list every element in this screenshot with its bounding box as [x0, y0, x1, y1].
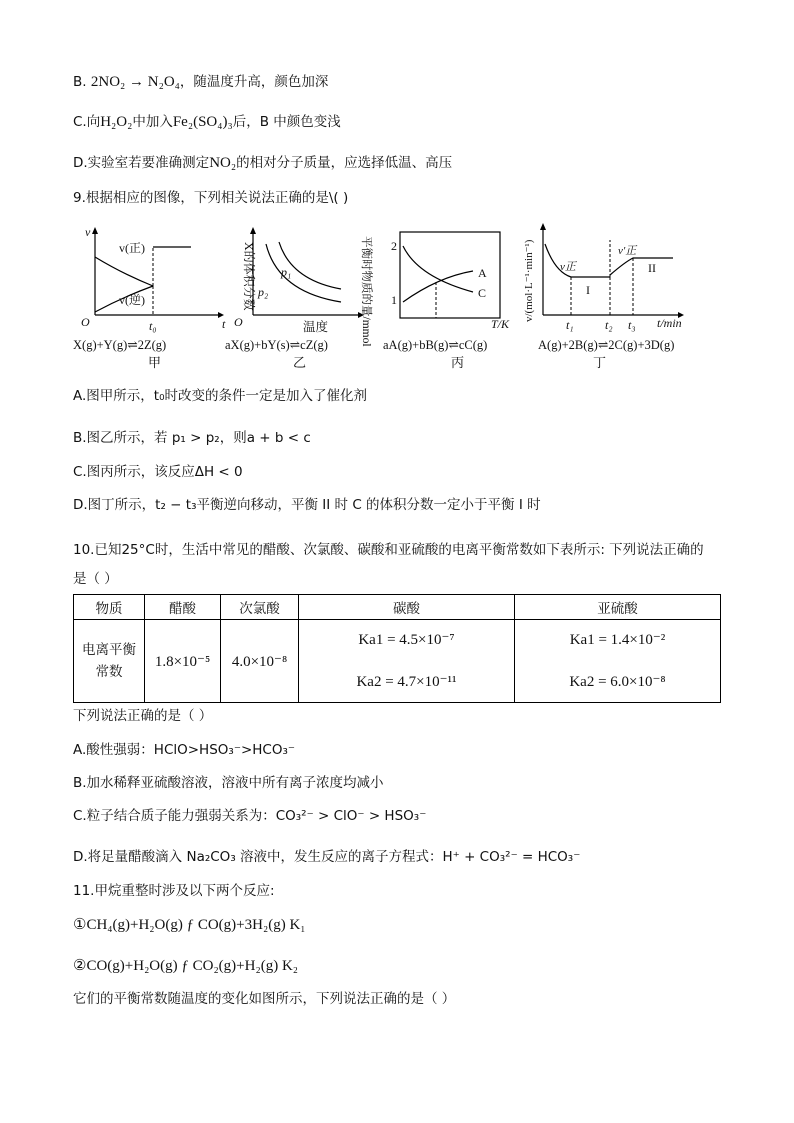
- table-row-label: 电离平衡 常数: [74, 620, 145, 703]
- q10-option-d: D.将足量醋酸滴入 Na₂CO₃ 溶液中，发生反应的离子方程式：H⁺ + CO₃²⁻ = HCO₃⁻: [73, 849, 581, 865]
- q8-option-d: D.实验室若要准确测定NO₂的相对分子质量，应选择低温、高压: [73, 155, 453, 171]
- jia-axis-v: v: [85, 225, 91, 239]
- bing-curve-a: A: [478, 266, 487, 280]
- table-header-row: [74, 595, 721, 620]
- ding-xlabel: t/min: [657, 316, 682, 330]
- q10-subprompt: 下列说法正确的是（ ）: [73, 708, 213, 724]
- ding-equation: A(g)+2B(g)⇌2C(g)+3D(g): [538, 338, 675, 352]
- ionization-constant-table: [73, 594, 721, 703]
- yi-p2: p₂: [258, 285, 269, 299]
- table-header: 次氯酸: [221, 595, 299, 620]
- q10-option-c: C.粒子结合质子能力强弱关系为：CO₃²⁻ > ClO⁻ > HSO₃⁻: [73, 808, 427, 824]
- ding-t2: t₂: [605, 318, 613, 332]
- yi-equation: aX(g)+bY(s)⇌cZ(g): [225, 338, 328, 352]
- jia-t0: t₀: [149, 319, 157, 333]
- jia-axis-t: t: [222, 317, 226, 331]
- ding-name: 丁: [593, 355, 607, 370]
- jia-v-forward: v(正): [119, 241, 145, 255]
- table-cell-sulfurous: Ka1 = 1.4×10⁻² Ka2 = 6.0×10⁻⁸: [515, 620, 721, 703]
- bing-tick-1: 1: [391, 293, 397, 307]
- yi-ylabel: X的体积分数: [242, 242, 256, 311]
- bing-ylabel: 平衡时物质的量/mmol: [360, 236, 372, 347]
- ding-label-ii: II: [648, 261, 656, 275]
- yi-origin: O: [234, 315, 243, 329]
- q9-graphs: [73, 222, 723, 377]
- q11-reaction-2: ②CO(g)+H₂O(g) ƒ CO₂(g)+H₂(g) K₂: [73, 958, 298, 974]
- q8-option-b: B. 2NO₂ → N₂O₄，随温度升高，颜色加深: [73, 74, 329, 90]
- ding-t3: t₃: [628, 318, 636, 332]
- q10-option-a: A.酸性强弱：HClO>HSO₃⁻>HCO₃⁻: [73, 742, 295, 758]
- q8-option-b-equation: 2NO₂ → N₂O₄: [90, 74, 180, 90]
- ding-ylabel: v/(mol·L⁻¹·min⁻¹): [523, 239, 535, 322]
- q9-option-d: D.图丁所示，t₂ − t₃平衡逆向移动，平衡 II 时 C 的体积分数一定小于平衡 I 时: [73, 497, 541, 513]
- bing-name: 丙: [451, 355, 465, 370]
- graph-bing: [360, 232, 510, 370]
- yi-name: 乙: [293, 355, 307, 370]
- q8-option-c: C.向H₂O₂中加入Fe₂(SO₄)₃后，B 中颜色变浅: [73, 114, 341, 130]
- yi-xlabel: 温度: [303, 320, 329, 334]
- q9-option-b: B.图乙所示，若 p₁ > p₂，则a + b < c: [73, 430, 311, 446]
- table-header: 物质: [74, 595, 145, 620]
- bing-equation: aA(g)+bB(g)⇌cC(g): [383, 338, 488, 352]
- table-header: 醋酸: [145, 595, 221, 620]
- q11-tail: 它们的平衡常数随温度的变化如图所示，下列说法正确的是（ ）: [73, 991, 456, 1007]
- table-header: 亚硫酸: [515, 595, 721, 620]
- ding-label-i: I: [586, 283, 590, 297]
- q10-stem-line2: 是（ ）: [73, 571, 118, 587]
- table-cell-carbonic: Ka1 = 4.5×10⁻⁷ Ka2 = 4.7×10⁻¹¹: [299, 620, 515, 703]
- q10-stem-line1: 10.已知25°C时，生活中常见的醋酸、次氯酸、碳酸和亚硫酸的电离平衡常数如下表所示: 下列说法正确的: [73, 542, 704, 558]
- ding-t1: t₁: [566, 318, 574, 332]
- graph-ding: [523, 223, 684, 370]
- table-row: [74, 620, 721, 703]
- q11-reaction-1: ①CH₄(g)+H₂O(g) ƒ CO(g)+3H₂(g) K₁: [73, 917, 306, 933]
- graph-jia: [73, 225, 226, 370]
- jia-v-reverse: v(逆): [119, 293, 145, 307]
- jia-equation: X(g)+Y(g)⇌2Z(g): [73, 338, 167, 352]
- yi-p1: p₁: [281, 265, 292, 279]
- q9-option-a: A.图甲所示，t₀时改变的条件一定是加入了催化剂: [73, 388, 367, 404]
- q9-option-c: C.图丙所示，该反应ΔH < 0: [73, 464, 243, 480]
- q11-stem: 11.甲烷重整时涉及以下两个反应:: [73, 883, 275, 899]
- graph-yi: [225, 227, 364, 370]
- jia-name: 甲: [148, 355, 162, 370]
- table-cell-hclo: 4.0×10⁻⁸: [221, 620, 299, 703]
- bing-tick-2: 2: [391, 239, 397, 253]
- bing-xlabel: T/K: [491, 317, 510, 331]
- bing-curve-c: C: [478, 286, 487, 300]
- q10-option-b: B.加水稀释亚硫酸溶液，溶液中所有离子浓度均减小: [73, 775, 384, 791]
- table-header: 碳酸: [299, 595, 515, 620]
- q9-stem: 9.根据相应的图像，下列相关说法正确的是\( ): [73, 190, 349, 206]
- ding-v-forward-prime: v′正: [618, 245, 637, 257]
- ding-v-forward: v正: [560, 261, 576, 273]
- table-cell-acetic: 1.8×10⁻⁵: [145, 620, 221, 703]
- jia-origin: O: [81, 315, 90, 329]
